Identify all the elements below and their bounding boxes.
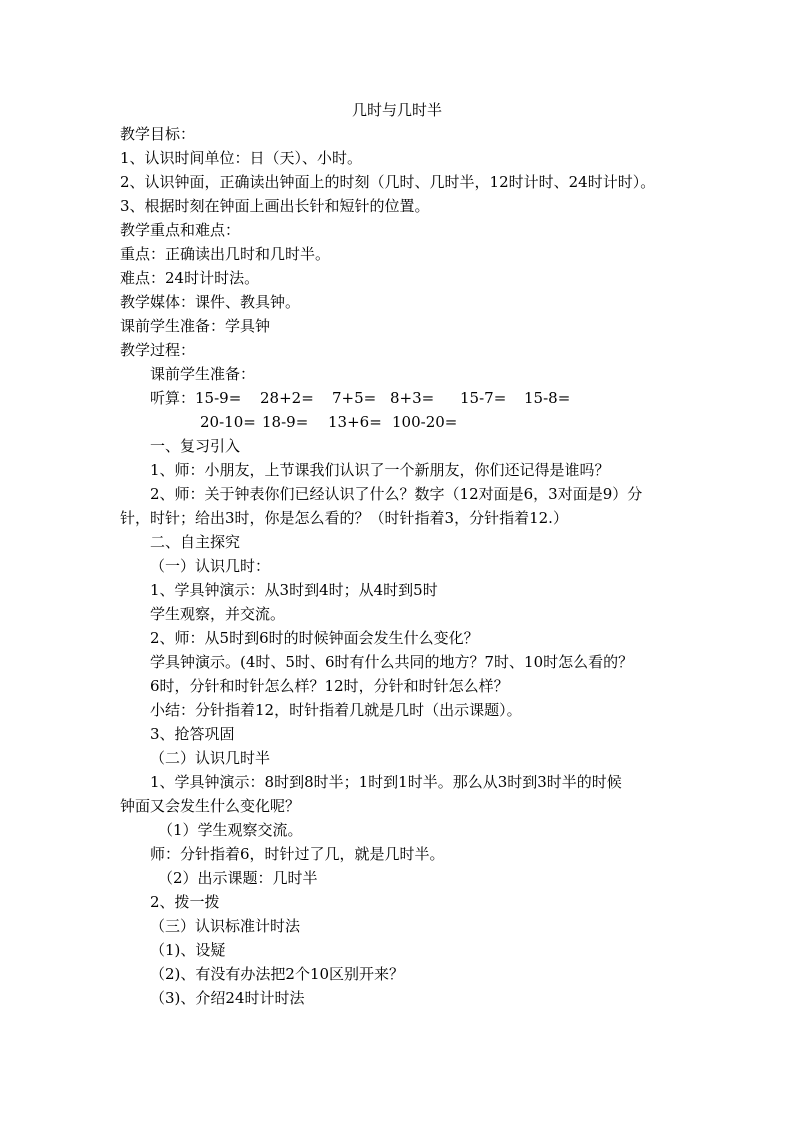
paragraph: （2）出示课题：几时半 [158, 869, 318, 887]
paragraph: 学生观察，并交流。 [150, 605, 286, 623]
document-title: 几时与几时半 [351, 101, 442, 119]
key-point: 重点：正确读出几时和几时半。 [120, 245, 331, 263]
goal-item-3: 3、根据时刻在钟面上画出长针和短针的位置。 [120, 197, 430, 215]
paragraph: （1)、设疑 [150, 941, 226, 959]
math-item: 13+6= [328, 413, 382, 431]
paragraph: （2)、有没有办法把2个10区别开来？ [150, 965, 405, 983]
paragraph: 2、拨一拨 [150, 893, 220, 911]
paragraph: 1、学具钟演示：8时到8时半；1时到1时半。那么从3时到3时半的时候 [150, 773, 622, 791]
math-item: 听算：15-9= [150, 389, 242, 407]
math-item: 18-9= [262, 413, 309, 431]
paragraph: 6时，分针和时针怎么样？12时，分针和时针怎么样？ [150, 677, 509, 695]
subsection-heading: （三）认识标准计时法 [150, 917, 301, 935]
summary: 小结：分针指着12，时针指着几就是几时（出示课题）。 [150, 701, 522, 719]
mental-math-row-2 [200, 412, 760, 432]
math-item: 15-7= [460, 389, 507, 407]
student-preparation: 课前学生准备：学具钟 [120, 317, 271, 335]
paragraph: 2、师：关于钟表你们已经认识了什么？数字（12对面是6，3对面是9）分 [150, 485, 643, 503]
paragraph: 学具钟演示。(4时、5时、6时有什么共同的地方？7时、10时怎么看的？ [150, 653, 634, 671]
paragraph-continued: 钟面又会发生什么变化呢？ [120, 797, 301, 815]
paragraph-continued: 针，时针；给出3时，你是怎么看的？（时针指着3，分针指着12.） [120, 509, 568, 527]
paragraph: 3、抢答巩固 [150, 725, 235, 743]
heading-key-points: 教学重点和难点： [120, 221, 241, 239]
paragraph: 师：分针指着6，时针过了几，就是几时半。 [150, 845, 445, 863]
section-review-intro: 一、复习引入 [150, 437, 241, 455]
mental-math-row-1 [150, 388, 710, 408]
paragraph: 1、学具钟演示：从3时到4时；从4时到5时 [150, 581, 438, 599]
section-self-exploration: 二、自主探究 [150, 533, 241, 551]
math-item: 15-8= [524, 389, 571, 407]
goal-item-2: 2、认识钟面，正确读出钟面上的时刻（几时、几时半，12时计时、24时计时）。 [120, 173, 656, 191]
difficult-point: 难点：24时计时法。 [120, 269, 260, 287]
math-item: 20-10= [200, 413, 256, 431]
paragraph: 2、师：从5时到6时的时候钟面会发生什么变化？ [150, 629, 479, 647]
goal-item-1: 1、认识时间单位：日（天）、小时。 [120, 149, 363, 167]
math-item: 100-20= [392, 413, 458, 431]
math-item: 28+2= [260, 389, 314, 407]
pre-class-preparation: 课前学生准备： [150, 365, 256, 383]
heading-teaching-process: 教学过程： [120, 341, 196, 359]
math-item: 7+5= [332, 389, 377, 407]
subsection-heading: （一）认识几时： [150, 557, 271, 575]
paragraph: （3)、介绍24时计时法 [150, 989, 305, 1007]
teaching-media: 教学媒体：课件、教具钟。 [120, 293, 301, 311]
paragraph: 1、师：小朋友，上节课我们认识了一个新朋友，你们还记得是谁吗？ [150, 461, 610, 479]
subsection-heading: （二）认识几时半 [150, 749, 271, 767]
math-item: 8+3= [390, 389, 435, 407]
heading-teaching-goals: 教学目标： [120, 125, 196, 143]
paragraph: （1）学生观察交流。 [158, 821, 303, 839]
